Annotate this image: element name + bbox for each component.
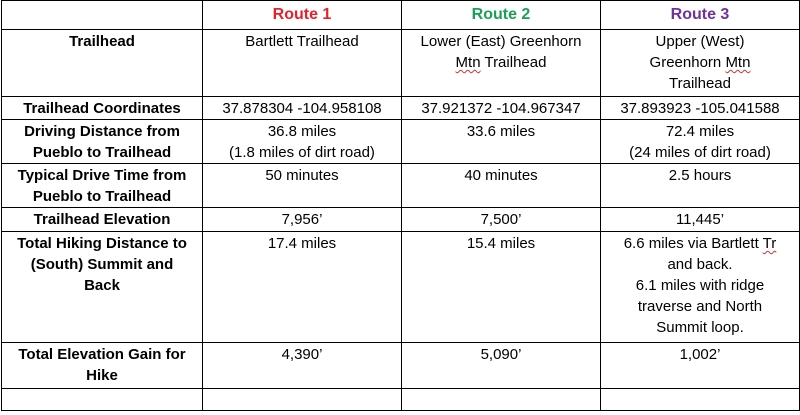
route-3-driving-distance-line-2: (24 miles of dirt road) (629, 144, 771, 161)
drive-time-label-line-1: Typical Drive Time from (17, 167, 187, 184)
header-row (2, 1, 800, 30)
coordinates-row (2, 97, 800, 120)
route-2-driving-distance: 33.6 miles (402, 120, 601, 164)
driving-distance-label-line-1: Driving Distance from (24, 123, 180, 140)
routes-table (1, 0, 800, 411)
route-2-header: Route 2 (402, 1, 601, 30)
route-1-coordinates: 37.878304 -104.958108 (203, 97, 402, 120)
route-3-elevation: 11,445’ (601, 208, 800, 232)
driving-distance-row (2, 120, 800, 164)
route-3-elevation-gain: 1,002’ (601, 343, 800, 389)
spellcheck-mtn-2: Mtn (725, 54, 751, 71)
elevation-row (2, 208, 800, 232)
header-empty-cell (2, 1, 203, 30)
route-3-header: Route 3 (601, 1, 800, 30)
empty-cell-3 (402, 389, 601, 411)
empty-cell-4 (601, 389, 800, 411)
route-1-header: Route 1 (203, 1, 402, 30)
route-1-hiking-distance: 17.4 miles (203, 232, 402, 343)
route-2-elevation-gain: 5,090’ (402, 343, 601, 389)
elevation-gain-label-line-1: Total Elevation Gain for (18, 346, 186, 363)
route-3-trailhead-line-3: Trailhead (669, 75, 731, 92)
route-3-trailhead-pre: Greenhorn (649, 54, 726, 71)
route-3-trailhead-line-1: Upper (West) (655, 33, 745, 50)
empty-cell-2 (203, 389, 402, 411)
route-3-trailhead-line-2 (605, 52, 795, 73)
spellcheck-mtn: Mtn (455, 54, 481, 71)
route-3-hiking-distance-line-1 (605, 233, 795, 254)
hiking-distance-label-line-3: Back (84, 277, 120, 294)
route-2-trailhead-line-2 (406, 52, 596, 73)
route-3-hiking-distance-pre: 6.6 miles via Bartlett (623, 235, 763, 252)
route-1-elevation: 7,956’ (203, 208, 402, 232)
trailhead-label: Trailhead (2, 30, 203, 97)
coordinates-label: Trailhead Coordinates (2, 97, 203, 120)
driving-distance-label-line-2: Pueblo to Trailhead (32, 144, 172, 161)
drive-time-label-line-2: Pueblo to Trailhead (32, 188, 172, 205)
route-2-trailhead-rest: Trailhead (480, 54, 547, 71)
hiking-distance-label-line-2: (South) Summit and (30, 256, 174, 273)
route-1-trailhead: Bartlett Trailhead (203, 30, 402, 97)
hiking-distance-label (2, 232, 203, 343)
route-3-hiking-distance-line-4: traverse and North (637, 298, 763, 315)
elevation-gain-label (2, 343, 203, 389)
elevation-gain-row (2, 343, 800, 389)
route-2-trailhead (402, 30, 601, 97)
hiking-distance-label-line-1: Total Hiking Distance to (17, 235, 187, 252)
drive-time-row (2, 164, 800, 208)
route-1-driving-distance-line-1: 36.8 miles (267, 123, 337, 140)
route-2-elevation: 7,500’ (402, 208, 601, 232)
route-1-driving-distance-line-2: (1.8 miles of dirt road) (229, 144, 375, 161)
route-3-driving-distance (601, 120, 800, 164)
route-2-trailhead-line-1: Lower (East) Greenhorn (420, 33, 582, 50)
hiking-distance-row (2, 232, 800, 343)
route-2-drive-time: 40 minutes (402, 164, 601, 208)
empty-row (2, 389, 800, 411)
route-1-drive-time: 50 minutes (203, 164, 402, 208)
route-3-drive-time: 2.5 hours (601, 164, 800, 208)
route-2-hiking-distance: 15.4 miles (402, 232, 601, 343)
route-2-coordinates: 37.921372 -104.967347 (402, 97, 601, 120)
route-3-trailhead (601, 30, 800, 97)
route-3-driving-distance-line-1: 72.4 miles (665, 123, 735, 140)
elevation-gain-label-line-2: Hike (86, 367, 118, 384)
route-3-hiking-distance (601, 232, 800, 343)
trailhead-row (2, 30, 800, 97)
elevation-label: Trailhead Elevation (2, 208, 203, 232)
route-1-elevation-gain: 4,390’ (203, 343, 402, 389)
drive-time-label (2, 164, 203, 208)
empty-cell-1 (2, 389, 203, 411)
route-1-driving-distance (203, 120, 402, 164)
driving-distance-label (2, 120, 203, 164)
route-3-hiking-distance-line-5: Summit loop. (656, 319, 744, 336)
route-3-hiking-distance-line-2: and back. (667, 256, 733, 273)
route-3-hiking-distance-line-3: 6.1 miles with ridge (635, 277, 765, 294)
spellcheck-tr: Tr (762, 235, 777, 252)
route-3-coordinates: 37.893923 -105.041588 (601, 97, 800, 120)
